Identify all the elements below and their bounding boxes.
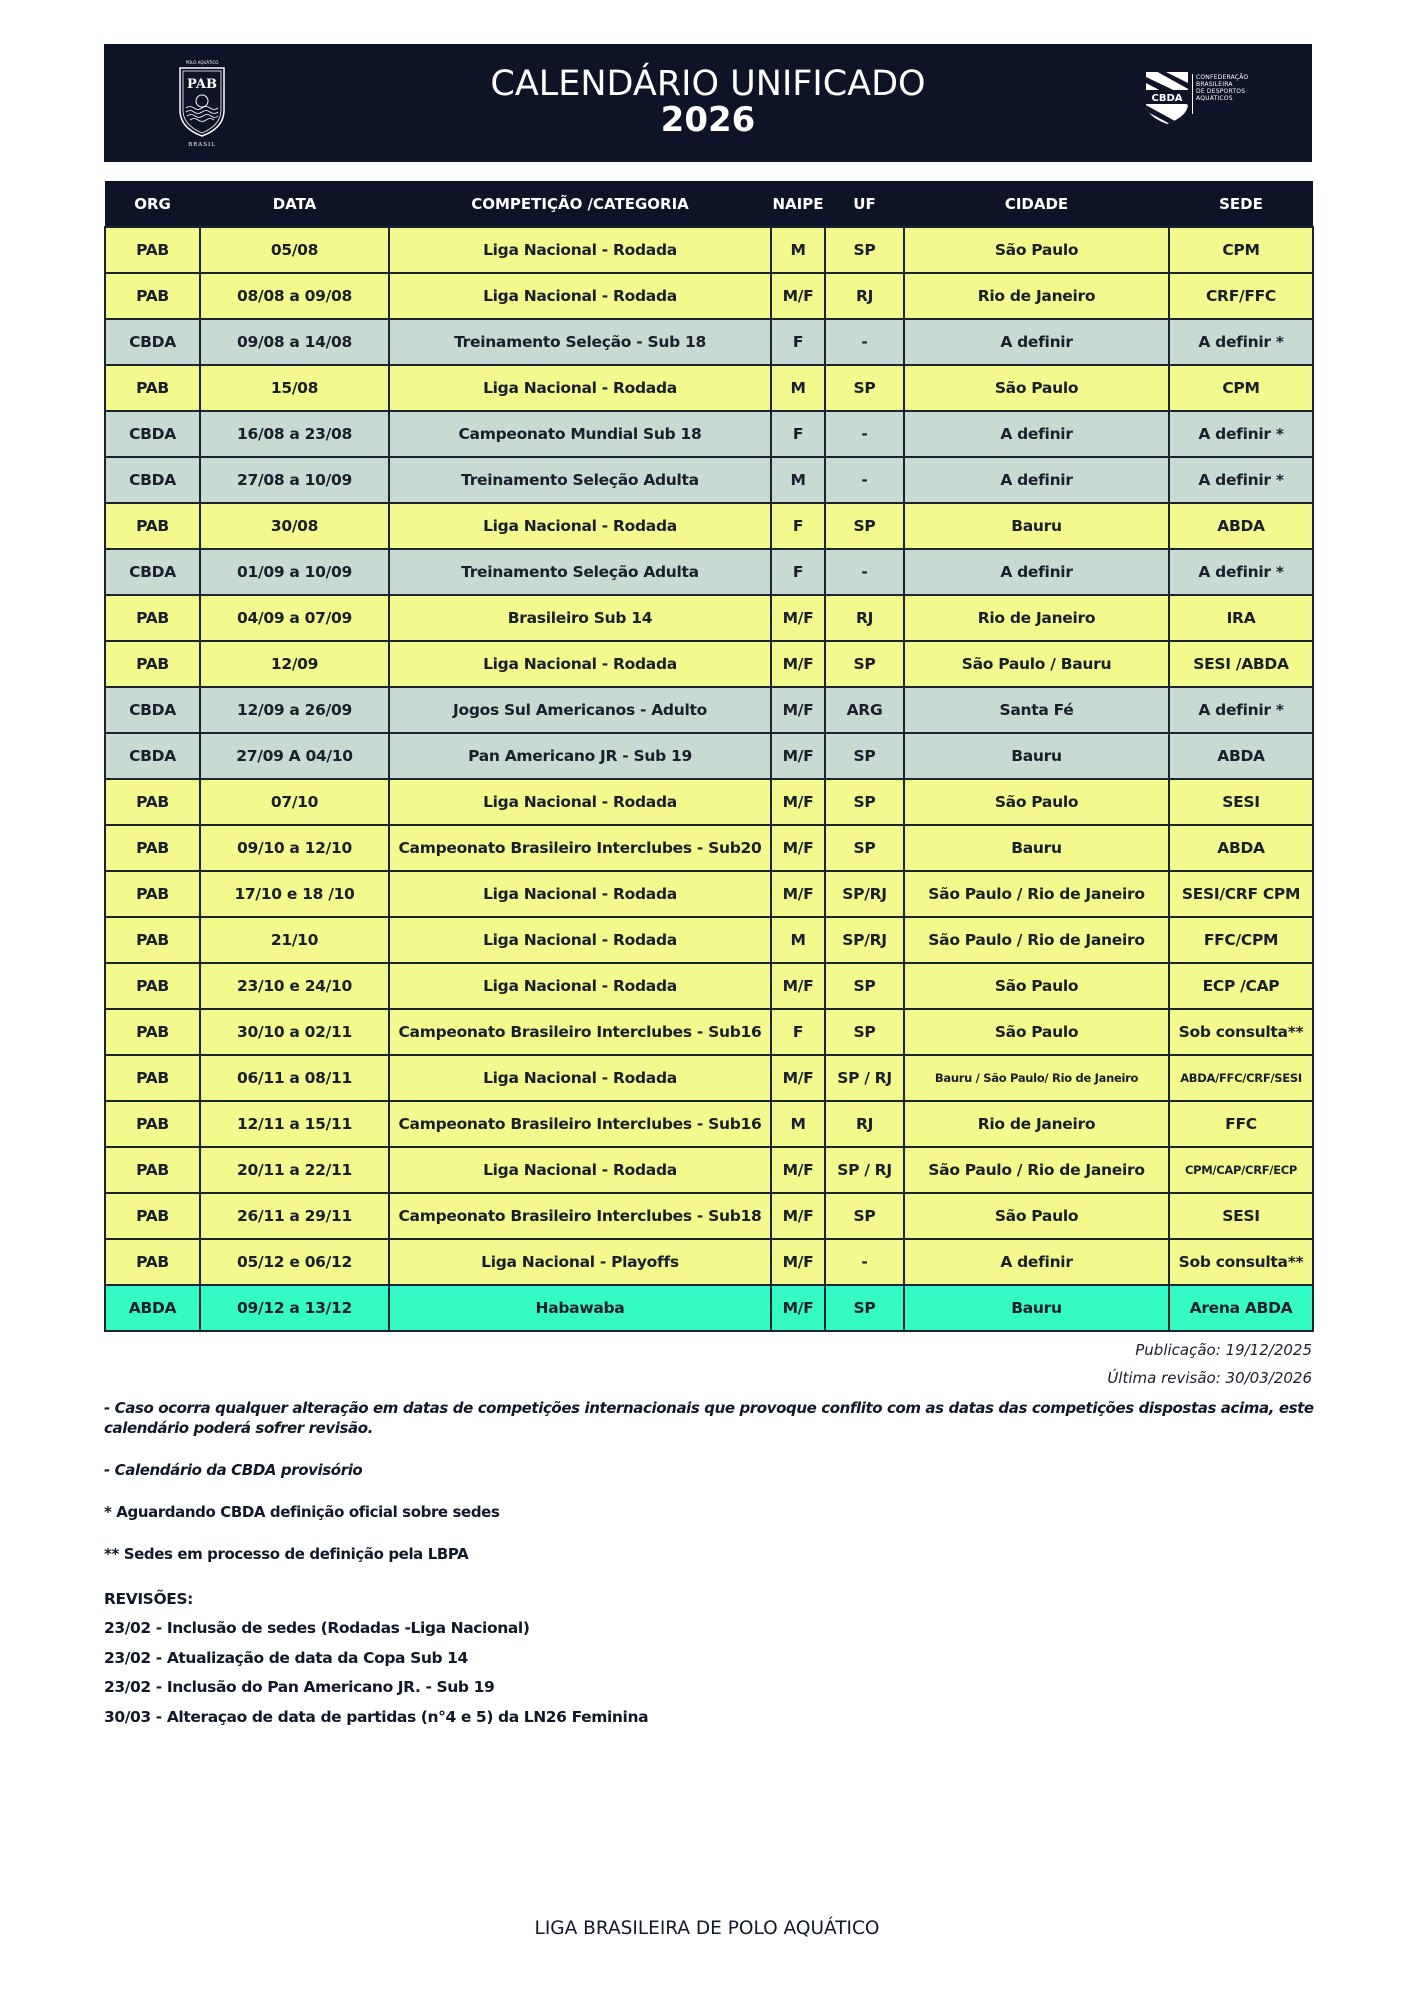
cbda-logo-text: CONFEDERAÇÃO BRASILEIRA DE DESPORTOS AQUÁTICOS (1192, 74, 1248, 114)
cell-uf: RJ (825, 273, 904, 319)
cell-city: A definir (904, 1239, 1169, 1285)
cell-naipe: F (771, 503, 825, 549)
cell-venue: A definir * (1169, 411, 1313, 457)
cell-city: Rio de Janeiro (904, 273, 1169, 319)
table-row (105, 1239, 1313, 1285)
cell-venue: ABDA (1169, 733, 1313, 779)
cell-org: PAB (105, 1055, 200, 1101)
cell-org: PAB (105, 917, 200, 963)
table-row (105, 503, 1313, 549)
cell-competition: Campeonato Mundial Sub 18 (389, 411, 771, 457)
cell-date: 15/08 (200, 365, 389, 411)
cell-venue: SESI (1169, 1193, 1313, 1239)
cell-competition: Liga Nacional - Rodada (389, 641, 771, 687)
cell-uf: SP/RJ (825, 871, 904, 917)
svg-text:BRASIL: BRASIL (188, 142, 216, 148)
cell-org: PAB (105, 871, 200, 917)
column-header-naipe: NAIPE (771, 181, 825, 227)
publication-info (1107, 1336, 1312, 1392)
cell-venue: ECP /CAP (1169, 963, 1313, 1009)
cell-naipe: M/F (771, 1055, 825, 1101)
table-header-row (105, 181, 1313, 227)
cell-naipe: M/F (771, 825, 825, 871)
cell-date: 09/08 a 14/08 (200, 319, 389, 365)
column-header-data: DATA (200, 181, 389, 227)
cell-city: São Paulo / Bauru (904, 641, 1169, 687)
notes-section (104, 1398, 1319, 1586)
cell-city: A definir (904, 319, 1169, 365)
cell-uf: SP (825, 963, 904, 1009)
publication-date: Publicação: 19/12/2025 (1135, 1341, 1312, 1359)
cell-naipe: F (771, 1009, 825, 1055)
column-header-sede: SEDE (1169, 181, 1313, 227)
cell-org: PAB (105, 595, 200, 641)
cell-uf: ARG (825, 687, 904, 733)
cell-competition: Liga Nacional - Rodada (389, 917, 771, 963)
table-row (105, 549, 1313, 595)
cbda-shield-icon (1144, 70, 1190, 126)
cell-competition: Campeonato Brasileiro Interclubes - Sub20 (389, 825, 771, 871)
cell-competition: Liga Nacional - Rodada (389, 1147, 771, 1193)
cell-naipe: M (771, 1101, 825, 1147)
cell-city: São Paulo (904, 227, 1169, 273)
cell-city: São Paulo (904, 1193, 1169, 1239)
cell-org: PAB (105, 963, 200, 1009)
cell-competition: Campeonato Brasileiro Interclubes - Sub16 (389, 1101, 771, 1147)
cell-venue: A definir * (1169, 457, 1313, 503)
table-row (105, 779, 1313, 825)
cell-competition: Liga Nacional - Playoffs (389, 1239, 771, 1285)
cell-city: São Paulo / Rio de Janeiro (904, 1147, 1169, 1193)
cell-city: Bauru (904, 825, 1169, 871)
cell-venue: Sob consulta** (1169, 1239, 1313, 1285)
cell-org: PAB (105, 825, 200, 871)
cell-city: São Paulo / Rio de Janeiro (904, 917, 1169, 963)
cell-venue: A definir * (1169, 687, 1313, 733)
table-row (105, 917, 1313, 963)
cell-city: São Paulo (904, 1009, 1169, 1055)
cell-venue: ABDA (1169, 825, 1313, 871)
cell-competition: Liga Nacional - Rodada (389, 365, 771, 411)
cell-competition: Campeonato Brasileiro Interclubes - Sub16 (389, 1009, 771, 1055)
cell-city: São Paulo / Rio de Janeiro (904, 871, 1169, 917)
svg-text:PAB: PAB (187, 77, 217, 92)
table-row (105, 1147, 1313, 1193)
cell-venue: CPM (1169, 227, 1313, 273)
cell-org: PAB (105, 1009, 200, 1055)
cell-city: A definir (904, 411, 1169, 457)
column-header-competicao: COMPETIÇÃO /CATEGORIA (389, 181, 771, 227)
cell-venue: ABDA (1169, 503, 1313, 549)
revisions-section (104, 1584, 648, 1732)
cell-org: CBDA (105, 411, 200, 457)
footer-text: LIGA BRASILEIRA DE POLO AQUÁTICO (534, 1918, 880, 1939)
table-row (105, 1009, 1313, 1055)
cell-org: PAB (105, 365, 200, 411)
cell-uf: RJ (825, 1101, 904, 1147)
cell-city: Santa Fé (904, 687, 1169, 733)
cell-date: 12/09 a 26/09 (200, 687, 389, 733)
cell-date: 07/10 (200, 779, 389, 825)
table-row (105, 319, 1313, 365)
cell-uf: SP (825, 641, 904, 687)
header-banner (104, 44, 1312, 162)
cell-date: 20/11 a 22/11 (200, 1147, 389, 1193)
cell-venue: Arena ABDA (1169, 1285, 1313, 1331)
cell-city: São Paulo (904, 365, 1169, 411)
cell-naipe: F (771, 549, 825, 595)
cell-venue: IRA (1169, 595, 1313, 641)
cbda-logo (1144, 70, 1254, 130)
note-cbda-provisional: - Calendário da CBDA provisório (104, 1461, 363, 1479)
cell-venue: CRF/FFC (1169, 273, 1313, 319)
cell-venue: SESI/CRF CPM (1169, 871, 1313, 917)
table-row (105, 1285, 1313, 1331)
cell-org: CBDA (105, 457, 200, 503)
table-row (105, 1101, 1313, 1147)
cell-venue: SESI (1169, 779, 1313, 825)
cell-naipe: M/F (771, 595, 825, 641)
cell-uf: SP (825, 779, 904, 825)
cell-venue: CPM (1169, 365, 1313, 411)
cell-venue: Sob consulta** (1169, 1009, 1313, 1055)
page-title: CALENDÁRIO UNIFICADO (490, 64, 926, 104)
table-row (105, 411, 1313, 457)
cell-uf: SP (825, 1285, 904, 1331)
cell-city: A definir (904, 457, 1169, 503)
cell-uf: RJ (825, 595, 904, 641)
page-year: 2026 (660, 100, 756, 140)
cell-org: ABDA (105, 1285, 200, 1331)
cell-date: 26/11 a 29/11 (200, 1193, 389, 1239)
column-header-cidade: CIDADE (904, 181, 1169, 227)
cell-date: 12/11 a 15/11 (200, 1101, 389, 1147)
table-row (105, 641, 1313, 687)
cell-org: PAB (105, 641, 200, 687)
cell-naipe: M (771, 917, 825, 963)
cell-date: 01/09 a 10/09 (200, 549, 389, 595)
note-double-asterisk: ** Sedes em processo de definição pela LBPA (104, 1545, 469, 1563)
cell-naipe: M/F (771, 273, 825, 319)
table-row (105, 687, 1313, 733)
table-row (105, 457, 1313, 503)
table-row (105, 1193, 1313, 1239)
cell-venue: FFC (1169, 1101, 1313, 1147)
cell-org: CBDA (105, 733, 200, 779)
cell-naipe: M/F (771, 1239, 825, 1285)
cell-org: PAB (105, 1101, 200, 1147)
cell-org: PAB (105, 273, 200, 319)
cell-date: 23/10 e 24/10 (200, 963, 389, 1009)
cell-city: São Paulo (904, 779, 1169, 825)
cell-competition: Pan Americano JR - Sub 19 (389, 733, 771, 779)
cell-competition: Liga Nacional - Rodada (389, 779, 771, 825)
cell-uf: SP (825, 503, 904, 549)
cell-competition: Brasileiro Sub 14 (389, 595, 771, 641)
cell-competition: Campeonato Brasileiro Interclubes - Sub18 (389, 1193, 771, 1239)
table-row (105, 871, 1313, 917)
cell-uf: - (825, 411, 904, 457)
table-row (105, 273, 1313, 319)
cell-org: PAB (105, 503, 200, 549)
cell-org: PAB (105, 779, 200, 825)
cell-date: 12/09 (200, 641, 389, 687)
revisions-title: REVISÕES: (104, 1590, 193, 1608)
table-row (105, 595, 1313, 641)
svg-text:CBDA: CBDA (1151, 93, 1183, 104)
svg-text:POLO AQUÁTICO: POLO AQUÁTICO (185, 60, 219, 65)
cell-org: PAB (105, 1147, 200, 1193)
cell-date: 04/09 a 07/09 (200, 595, 389, 641)
revision-item: 23/02 - Inclusão do Pan Americano JR. - Sub 19 (104, 1678, 495, 1696)
cell-date: 08/08 a 09/08 (200, 273, 389, 319)
cell-competition: Liga Nacional - Rodada (389, 227, 771, 273)
cell-naipe: M (771, 227, 825, 273)
cell-uf: - (825, 319, 904, 365)
cell-city: Bauru (904, 1285, 1169, 1331)
cell-uf: SP/RJ (825, 917, 904, 963)
cell-org: PAB (105, 227, 200, 273)
cell-uf: SP (825, 1009, 904, 1055)
table-row (105, 1055, 1313, 1101)
cell-date: 30/10 a 02/11 (200, 1009, 389, 1055)
calendar-table-body (105, 227, 1313, 1331)
cell-naipe: M/F (771, 641, 825, 687)
cell-city: Bauru (904, 733, 1169, 779)
cell-naipe: F (771, 319, 825, 365)
cell-city: Bauru / São Paulo/ Rio de Janeiro (904, 1055, 1169, 1101)
cell-competition: Liga Nacional - Rodada (389, 1055, 771, 1101)
cell-competition: Habawaba (389, 1285, 771, 1331)
cell-naipe: M/F (771, 871, 825, 917)
cell-uf: SP (825, 1193, 904, 1239)
cell-competition: Treinamento Seleção Adulta (389, 457, 771, 503)
note-single-asterisk: * Aguardando CBDA definição oficial sobre sedes (104, 1503, 500, 1521)
cell-naipe: M/F (771, 1193, 825, 1239)
cell-org: PAB (105, 1193, 200, 1239)
cell-date: 06/11 a 08/11 (200, 1055, 389, 1101)
cell-venue: ABDA/FFC/CRF/SESI (1169, 1055, 1313, 1101)
table-row (105, 365, 1313, 411)
cell-city: A definir (904, 549, 1169, 595)
cell-org: PAB (105, 1239, 200, 1285)
cell-competition: Liga Nacional - Rodada (389, 871, 771, 917)
cell-date: 05/08 (200, 227, 389, 273)
cell-competition: Treinamento Seleção Adulta (389, 549, 771, 595)
table-row (105, 825, 1313, 871)
cell-venue: SESI /ABDA (1169, 641, 1313, 687)
table-row (105, 733, 1313, 779)
cell-venue: FFC/CPM (1169, 917, 1313, 963)
cell-date: 16/08 a 23/08 (200, 411, 389, 457)
cell-city: Rio de Janeiro (904, 595, 1169, 641)
table-row (105, 227, 1313, 273)
calendar-table (104, 181, 1314, 1332)
cell-org: CBDA (105, 549, 200, 595)
table-row (105, 963, 1313, 1009)
cell-date: 09/10 a 12/10 (200, 825, 389, 871)
cell-naipe: M/F (771, 1147, 825, 1193)
cell-venue: A definir * (1169, 319, 1313, 365)
cell-date: 27/08 a 10/09 (200, 457, 389, 503)
cell-naipe: M (771, 365, 825, 411)
cell-uf: SP (825, 825, 904, 871)
cell-competition: Jogos Sul Americanos - Adulto (389, 687, 771, 733)
cell-uf: - (825, 457, 904, 503)
revision-item: 23/02 - Inclusão de sedes (Rodadas -Liga Nacional) (104, 1619, 530, 1637)
revision-item: 30/03 - Alteraçao de data de partidas (n°4 e 5) da LN26 Feminina (104, 1707, 649, 1726)
cell-competition: Liga Nacional - Rodada (389, 273, 771, 319)
last-revision-date: Última revisão: 30/03/2026 (1107, 1369, 1312, 1387)
cell-city: Bauru (904, 503, 1169, 549)
cell-naipe: M (771, 457, 825, 503)
cell-uf: - (825, 549, 904, 595)
note-international-changes: - Caso ocorra qualquer alteração em datas de competições internacionais que provoque conflito com as datas das competições dispostas acima, este calendário poderá sofrer revisão. (104, 1399, 1314, 1437)
cell-uf: SP / RJ (825, 1147, 904, 1193)
column-header-org: ORG (105, 181, 200, 227)
cell-date: 30/08 (200, 503, 389, 549)
cell-naipe: F (771, 411, 825, 457)
cell-uf: SP (825, 227, 904, 273)
cell-org: CBDA (105, 687, 200, 733)
cell-naipe: M/F (771, 963, 825, 1009)
cell-naipe: M/F (771, 733, 825, 779)
cell-venue: CPM/CAP/CRF/ECP (1169, 1147, 1313, 1193)
cell-date: 05/12 e 06/12 (200, 1239, 389, 1285)
cell-uf: - (825, 1239, 904, 1285)
cell-uf: SP (825, 733, 904, 779)
cell-org: CBDA (105, 319, 200, 365)
cell-date: 09/12 a 13/12 (200, 1285, 389, 1331)
column-header-uf: UF (825, 181, 904, 227)
cell-uf: SP / RJ (825, 1055, 904, 1101)
cell-venue: A definir * (1169, 549, 1313, 595)
cell-competition: Liga Nacional - Rodada (389, 503, 771, 549)
cell-city: São Paulo (904, 963, 1169, 1009)
cell-city: Rio de Janeiro (904, 1101, 1169, 1147)
cell-date: 17/10 e 18 /10 (200, 871, 389, 917)
revision-item: 23/02 - Atualização de data da Copa Sub 14 (104, 1648, 468, 1667)
cell-competition: Liga Nacional - Rodada (389, 963, 771, 1009)
cell-competition: Treinamento Seleção - Sub 18 (389, 319, 771, 365)
cell-uf: SP (825, 365, 904, 411)
cell-naipe: M/F (771, 779, 825, 825)
cell-naipe: M/F (771, 1285, 825, 1331)
cell-date: 21/10 (200, 917, 389, 963)
cell-date: 27/09 A 04/10 (200, 733, 389, 779)
cell-naipe: M/F (771, 687, 825, 733)
